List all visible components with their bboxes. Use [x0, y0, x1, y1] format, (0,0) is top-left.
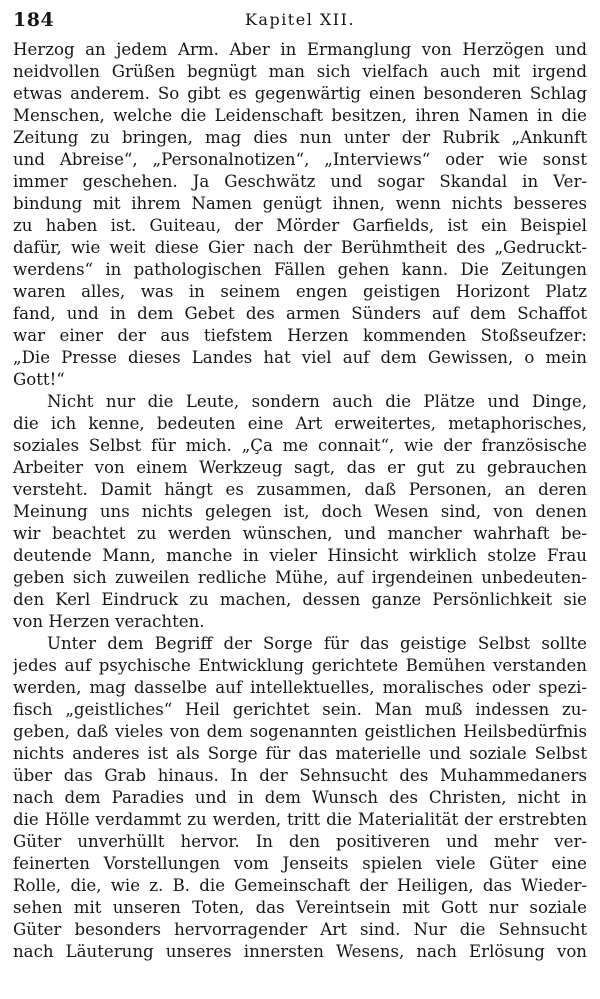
text-line: soziales Selbst für mich. „Ça me connait“, wie der französische [13, 436, 587, 455]
text-line: über das Grab hinaus. In der Sehnsucht des Muhammedaners [13, 766, 587, 785]
text-line: sehen mit unseren Toten, das Vereintsein mit Gott nur soziale [13, 898, 587, 917]
text-line: wir beachtet zu werden wünschen, und mancher wahrhaft be- [13, 524, 587, 543]
text-line: deutende Mann, manche in vieler Hinsicht wirklich stolze Frau [13, 546, 587, 565]
text-line: Zeitung zu bringen, mag dies nun unter der Rubrik „Ankunft [13, 128, 587, 147]
text-line: fand, und in dem Gebet des armen Sünders auf dem Schaffot [13, 304, 587, 323]
running-title: Kapitel XII. [244, 10, 356, 29]
text-line: versteht. Damit hängt es zusammen, daß Personen, an deren [13, 480, 587, 499]
text-line: zu haben ist. Guiteau, der Mörder Garfields, ist ein Beispiel [13, 216, 587, 235]
text-line: etwas anderem. So gibt es gegenwärtig einen besonderen Schlag [13, 84, 587, 103]
text-line: Meinung uns nichts gelegen ist, doch Wesen sind, von denen [13, 502, 587, 521]
text-line: Rolle, die, wie z. B. die Gemeinschaft der Heiligen, das Wieder- [13, 876, 587, 895]
text-line: immer geschehen. Ja Geschwätz und sogar Skandal in Ver- [13, 172, 587, 191]
text-line: feinerten Vorstellungen vom Jenseits spielen viele Güter eine [13, 854, 587, 873]
text-line: waren alles, was in seinem engen geistigen Horizont Platz [13, 282, 587, 301]
page-number: 184 [13, 9, 55, 31]
text-line: Menschen, welche die Leidenschaft besitzen, ihren Namen in die [13, 106, 587, 125]
text-line: Arbeiter von einem Werkzeug sagt, das er gut zu gebrauchen [13, 458, 587, 477]
page-header [0, 0, 600, 36]
text-line: und Abreise“, „Personalnotizen“, „Interviews“ oder wie sonst [13, 150, 587, 169]
text-line: die Hölle verdammt zu werden, tritt die Materialität der erstrebten [13, 810, 587, 829]
text-line: fisch „geistliches“ Heil gerichtet sein. Man muß indessen zu- [13, 700, 587, 719]
text-line: Gott!“ [13, 370, 65, 389]
text-line: „Die Presse dieses Landes hat viel auf dem Gewissen, o mein [13, 348, 587, 367]
text-line: jedes auf psychische Entwicklung gerichtete Bemühen verstanden [13, 656, 587, 675]
text-line: nach dem Paradies und in dem Wunsch des Christen, nicht in [13, 788, 587, 807]
text-line: den Kerl Eindruck zu machen, dessen ganze Persönlichkeit sie [13, 590, 587, 609]
body-text [13, 39, 587, 963]
text-line: neidvollen Grüßen begnügt man sich vielfach auch mit irgend [13, 62, 587, 81]
text-line: bindung mit ihrem Namen genügt ihnen, wenn nichts besseres [13, 194, 587, 213]
text-line: werden, mag dasselbe auf intellektuelles, moralisches oder spezi- [13, 678, 587, 697]
text-line: werdens“ in pathologischen Fällen gehen kann. Die Zeitungen [13, 260, 587, 279]
text-line: die ich kenne, bedeuten eine Art erweitertes, metaphorisches, [13, 414, 587, 433]
text-line: Güter besonders hervorragender Art sind. Nur die Sehnsucht [13, 920, 587, 939]
text-line: nichts anderes ist als Sorge für das materielle und soziale Selbst [13, 744, 587, 763]
text-line: geben sich zuweilen redliche Mühe, auf irgendeinen unbedeuten- [13, 568, 587, 587]
text-line: Güter unverhüllt hervor. In den positiveren und mehr ver- [13, 832, 587, 851]
text-line: nach Läuterung unseres innersten Wesens, nach Erlösung von [13, 942, 587, 961]
text-line: dafür, wie weit diese Gier nach der Berühmtheit des „Gedruckt- [13, 238, 587, 257]
text-line: von Herzen verachten. [13, 612, 205, 631]
text-line: geben, daß vieles von dem sogenannten geistlichen Heilsbedürfnis [13, 722, 587, 741]
text-line: Herzog an jedem Arm. Aber in Ermanglung von Herzögen und [13, 40, 587, 59]
text-line: Unter dem Begriff der Sorge für das geistige Selbst sollte [47, 634, 587, 653]
text-line: war einer der aus tiefstem Herzen kommenden Stoßseufzer: [13, 326, 587, 345]
text-line: Nicht nur die Leute, sondern auch die Plätze und Dinge, [47, 392, 587, 411]
